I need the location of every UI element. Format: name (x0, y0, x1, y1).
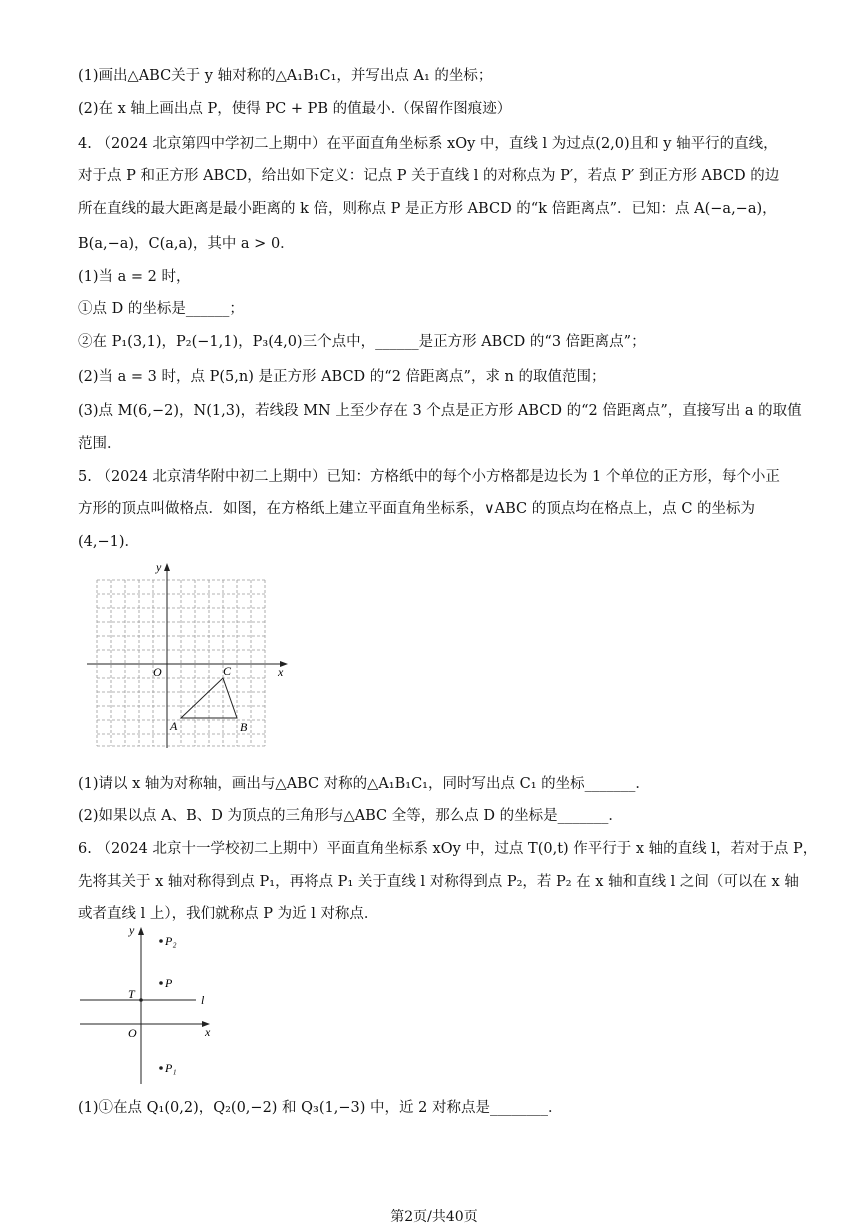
line-q6-body1: 先将其关于 x 轴对称得到点 P₁，再将点 P₁ 关于直线 l 对称得到点 P₂，若 P₂ 在 x 轴和直线 l 之间（可以在 x 轴 (78, 874, 799, 890)
line-q5-coord: (4,−1)． (78, 534, 140, 550)
point-a-label: A (170, 719, 178, 733)
t-label: T (128, 987, 135, 1001)
y-axis-arrow (138, 927, 144, 935)
x-label: x (278, 665, 284, 679)
line-q4-3: (3)点 M(6,−2)，N(1,3)，若线段 MN 上至少存在 3 个点是正方形 ABCD 的“2 倍距离点”，直接写出 a 的取值 (78, 403, 802, 419)
l-label: l (201, 993, 205, 1007)
point-b-label: B (240, 720, 248, 734)
line-q4-1a: ①点 D 的坐标是______； (78, 301, 244, 317)
line-q4-2: (2)当 a = 3 时，点 P(5,n) 是正方形 ABCD 的“2 倍距离点”，求 n 的取值范围； (78, 369, 606, 385)
line-q3-part2: (2)在 x 轴上画出点 P，使得 PC + PB 的值最小.（保留作图痕迹） (78, 101, 512, 117)
x-label: x (205, 1025, 211, 1039)
point-p (159, 981, 163, 985)
line-q4-def3: B(a,−a)，C(a,a)，其中 a > 0． (78, 236, 295, 252)
line-q4-3-cont: 范围． (78, 436, 122, 452)
line-q6-1: (1)①在点 Q₁(0,2)，Q₂(0,−2) 和 Q₃(1,−3) 中，近 2 对称点是________． (78, 1100, 563, 1116)
line-q4-header: 4. （2024 北京第四中学初二上期中）在平面直角坐标系 xOy 中，直线 l 为过点(2,0)且和 y 轴平行的直线， (78, 136, 778, 152)
y-label: y (129, 923, 135, 937)
line-q5-header: 5. （2024 北京清华附中初二上期中）已知：方格纸中的每个小方格都是边长为 1 个单位的正方形，每个小正 (78, 469, 780, 485)
page-footer: 第2页/共40页 (390, 1209, 478, 1225)
p1-label: P₁ (165, 1061, 177, 1075)
line-q5-body: 方形的顶点叫做格点．如图，在方格纸上建立平面直角坐标系，∨ABC 的顶点均在格点上，点 C 的坐标为 (78, 501, 756, 517)
line-q5-1: (1)请以 x 轴为对称轴，画出与△ABC 对称的△A₁B₁C₁，同时写出点 C₁ 的坐标_______． (78, 776, 650, 792)
reflection-figure (74, 920, 224, 1088)
line-q4-1b: ②在 P₁(3,1)，P₂(−1,1)，P₃(4,0)三个点中，______是正方形 ABCD 的“3 倍距离点”； (78, 334, 646, 350)
grid-figure (84, 560, 294, 750)
line-q4-1: (1)当 a = 2 时， (78, 269, 191, 285)
line-q5-2: (2)如果以点 A、B、D 为顶点的三角形与△ABC 全等，那么点 D 的坐标是_______． (78, 808, 623, 824)
line-q3-part1: (1)画出△ABC关于 y 轴对称的△A₁B₁C₁，并写出点 A₁ 的坐标； (78, 68, 493, 84)
point-t (139, 998, 143, 1002)
line-q6-body2: 或者直线 l 上），我们就称点 P 为近 l 对称点． (78, 906, 379, 922)
y-label: y (156, 560, 162, 574)
y-axis-arrow (164, 563, 170, 571)
p2-label: P₂ (165, 934, 177, 948)
line-q4-def1: 对于点 P 和正方形 ABCD，给出如下定义：记点 P 关于直线 l 的对称点为 P′，若点 P′ 到正方形 ABCD 的边 (78, 168, 780, 184)
line-q6-header: 6. （2024 北京十一学校初二上期中）平面直角坐标系 xOy 中，过点 T(0,t) 作平行于 x 轴的直线 l，若对于点 P， (78, 841, 818, 857)
point-p2 (159, 939, 163, 943)
origin-label: O (153, 665, 162, 679)
point-p1 (159, 1066, 163, 1070)
point-c-label: C (223, 664, 232, 678)
origin-label: O (128, 1026, 137, 1040)
p-label: P (165, 976, 173, 990)
line-q4-def2: 所在直线的最大距离是最小距离的 k 倍，则称点 P 是正方形 ABCD 的“k 倍距离点”．已知：点 A(−a,−a)， (78, 201, 777, 217)
